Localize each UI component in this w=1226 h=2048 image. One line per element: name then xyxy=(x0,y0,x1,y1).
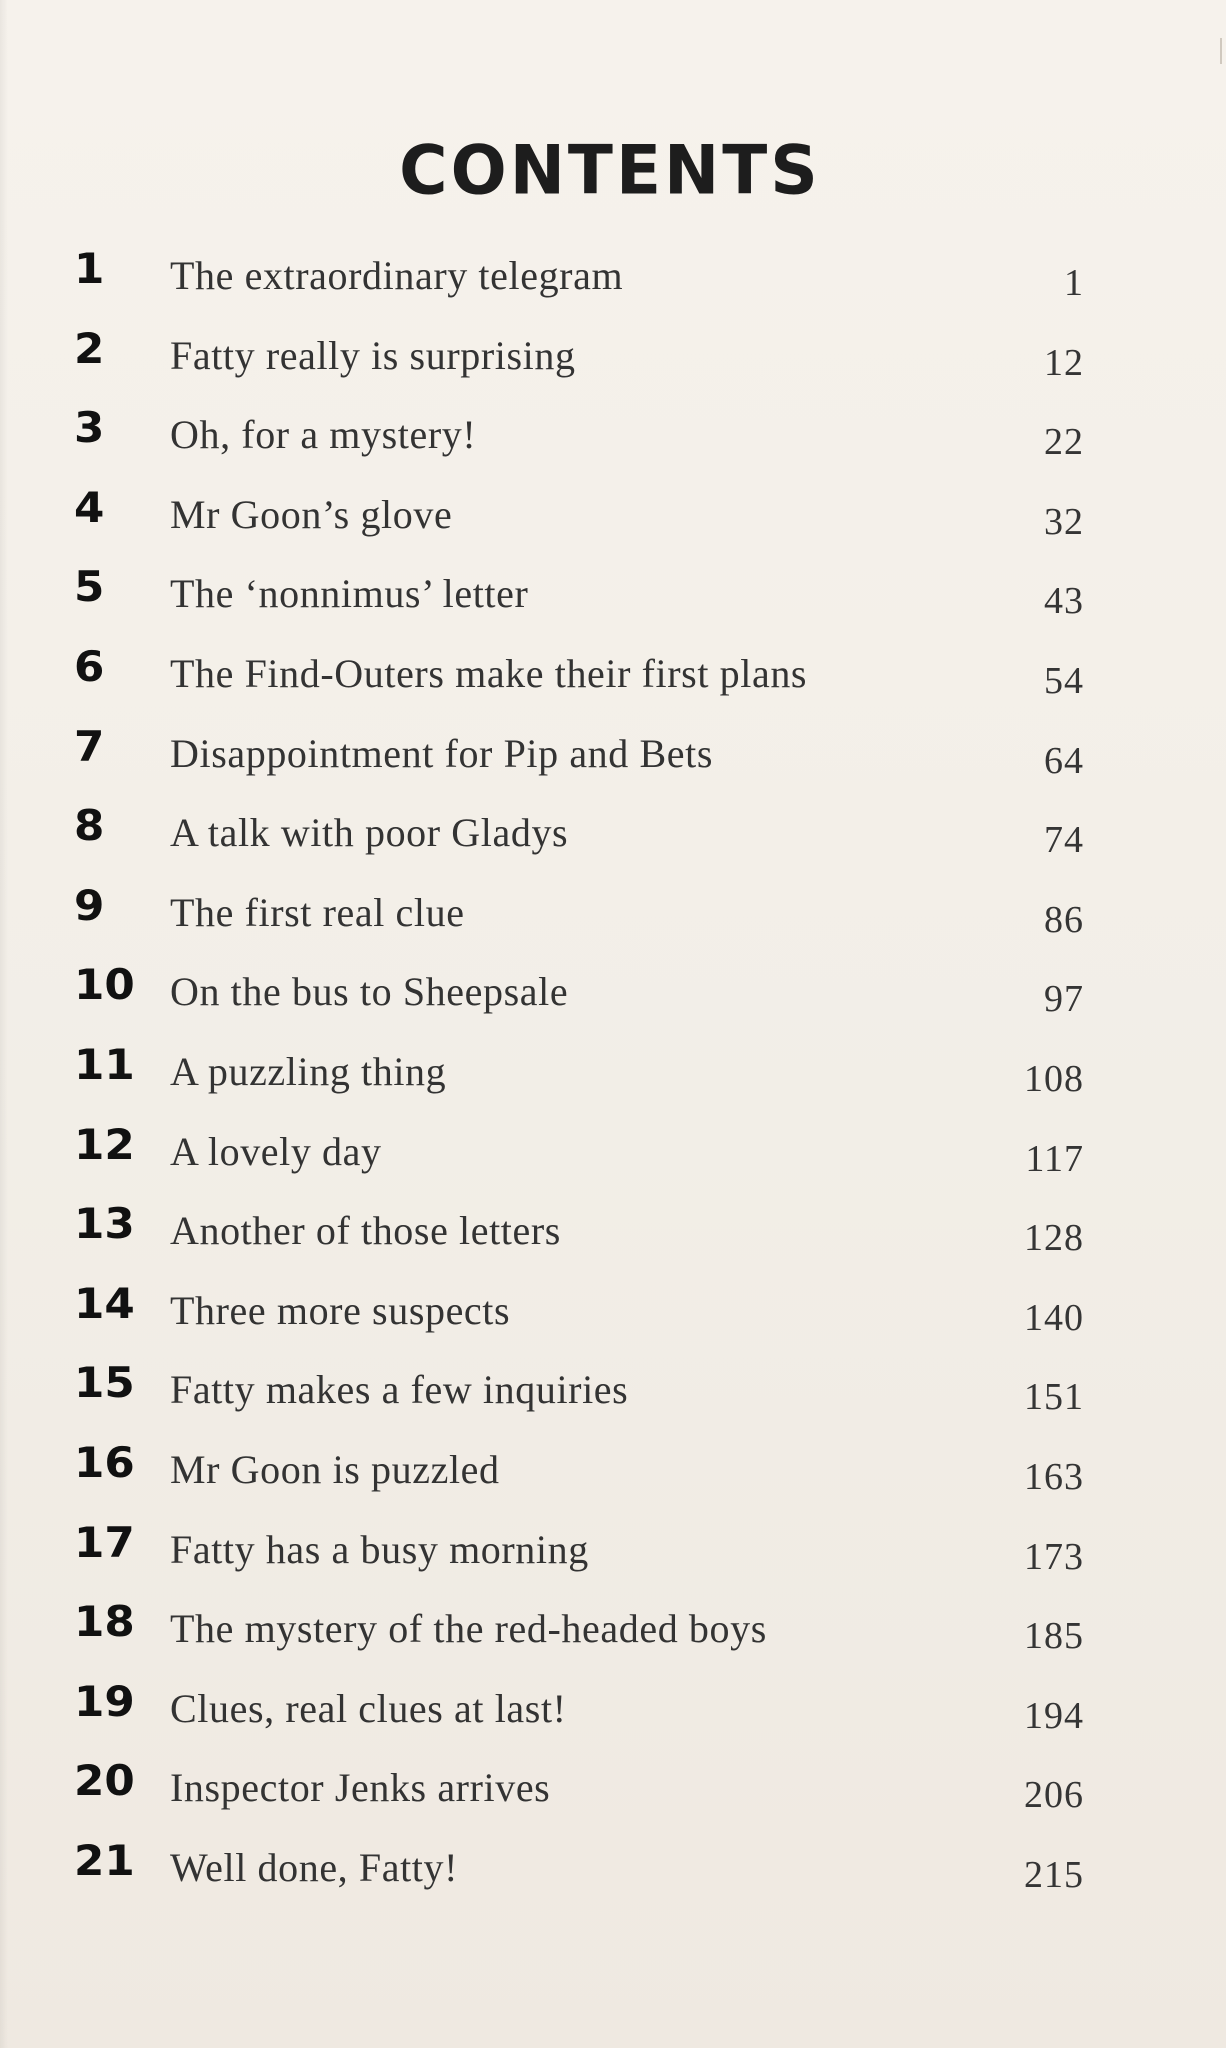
chapter-number: 18 xyxy=(74,1597,135,1647)
chapter-number: 7 xyxy=(74,721,105,771)
chapter-number: 1 xyxy=(74,244,105,293)
chapter-title: The Find-Outers make their first plans xyxy=(170,650,808,696)
toc-row[interactable] xyxy=(74,1119,1084,1204)
chapter-title: Well done, Fatty! xyxy=(170,1844,459,1890)
toc-row[interactable] xyxy=(74,721,1084,806)
chapter-title: Fatty makes a few inquiries xyxy=(170,1367,629,1413)
chapter-number: 19 xyxy=(74,1676,135,1726)
page-edge-shadow xyxy=(0,0,8,2048)
chapter-number: 20 xyxy=(74,1756,135,1806)
chapter-number: 3 xyxy=(74,403,105,453)
chapter-title: The first real clue xyxy=(170,889,465,935)
chapter-page-number: 215 xyxy=(1024,1853,1084,1896)
chapter-title: Inspector Jenks arrives xyxy=(170,1765,551,1811)
toc-row[interactable] xyxy=(74,1756,1084,1840)
chapter-number: 2 xyxy=(74,323,105,373)
toc-row[interactable] xyxy=(74,880,1084,965)
chapter-title: Fatty really is surprising xyxy=(170,332,576,378)
chapter-page-number: 22 xyxy=(1044,421,1084,464)
chapter-title: Three more suspects xyxy=(170,1287,511,1333)
chapter-title: Mr Goon’s glove xyxy=(170,491,453,537)
toc-row[interactable] xyxy=(74,403,1084,487)
toc-row[interactable] xyxy=(74,1835,1084,1920)
toc-row[interactable] xyxy=(74,244,1084,328)
chapter-page-number: 74 xyxy=(1044,819,1084,862)
toc-row[interactable] xyxy=(74,1199,1084,1283)
chapter-page-number: 97 xyxy=(1044,978,1084,1021)
chapter-title: Clues, real clues at last! xyxy=(170,1685,567,1731)
toc-row[interactable] xyxy=(74,1517,1084,1602)
toc-row[interactable] xyxy=(74,1676,1084,1761)
chapter-number: 11 xyxy=(74,1039,135,1089)
toc-row[interactable] xyxy=(74,1278,1084,1363)
chapter-title: The extraordinary telegram xyxy=(170,253,624,298)
chapter-page-number: 206 xyxy=(1024,1774,1084,1817)
chapter-number: 6 xyxy=(74,641,105,691)
toc-row[interactable] xyxy=(74,801,1084,885)
chapter-number: 13 xyxy=(74,1199,135,1249)
chapter-page-number: 140 xyxy=(1024,1296,1084,1339)
chapter-title: The ‘nonnimus’ letter xyxy=(170,571,529,617)
chapter-page-number: 185 xyxy=(1024,1615,1084,1658)
chapter-number: 16 xyxy=(74,1437,135,1487)
chapter-page-number: 54 xyxy=(1044,659,1084,702)
chapter-page-number: 1 xyxy=(1064,262,1084,304)
chapter-page-number: 64 xyxy=(1044,739,1084,782)
toc-row[interactable] xyxy=(74,1039,1084,1124)
chapter-page-number: 163 xyxy=(1024,1455,1084,1498)
chapter-title: A puzzling thing xyxy=(170,1048,447,1094)
margin-mark xyxy=(1220,38,1222,64)
chapter-title: A lovely day xyxy=(170,1128,382,1174)
chapter-number: 10 xyxy=(74,960,135,1010)
chapter-page-number: 86 xyxy=(1044,898,1084,941)
chapter-title: A talk with poor Gladys xyxy=(170,810,569,856)
chapter-page-number: 194 xyxy=(1024,1694,1084,1737)
chapter-title: The mystery of the red-headed boys xyxy=(170,1606,767,1652)
chapter-page-number: 32 xyxy=(1044,500,1084,543)
chapter-title: Another of those letters xyxy=(170,1208,561,1254)
chapter-number: 14 xyxy=(74,1278,135,1328)
chapter-number: 8 xyxy=(74,801,105,851)
toc-row[interactable] xyxy=(74,562,1084,646)
contents-title: CONTENTS xyxy=(399,131,821,211)
chapter-title: On the bus to Sheepsale xyxy=(170,969,569,1015)
chapter-number: 21 xyxy=(74,1835,135,1885)
toc-row[interactable] xyxy=(74,1358,1084,1442)
toc-row[interactable] xyxy=(74,641,1084,726)
chapter-page-number: 12 xyxy=(1044,341,1084,384)
chapter-page-number: 108 xyxy=(1024,1057,1084,1100)
table-of-contents xyxy=(74,244,1084,1919)
chapter-title: Oh, for a mystery! xyxy=(170,412,477,458)
chapter-page-number: 128 xyxy=(1024,1217,1084,1260)
chapter-page-number: 151 xyxy=(1024,1376,1084,1419)
chapter-title: Fatty has a busy morning xyxy=(170,1526,589,1572)
toc-row[interactable] xyxy=(74,1597,1084,1681)
chapter-title: Mr Goon is puzzled xyxy=(170,1446,500,1492)
toc-row[interactable] xyxy=(74,323,1084,408)
toc-row[interactable] xyxy=(74,1437,1084,1522)
chapter-number: 15 xyxy=(74,1358,135,1408)
toc-row[interactable] xyxy=(74,482,1084,567)
toc-row[interactable] xyxy=(74,960,1084,1044)
chapter-number: 5 xyxy=(74,562,105,612)
chapter-number: 17 xyxy=(74,1517,135,1567)
chapter-number: 9 xyxy=(74,880,105,930)
chapter-number: 4 xyxy=(74,482,105,532)
chapter-number: 12 xyxy=(74,1119,135,1169)
chapter-page-number: 173 xyxy=(1024,1535,1084,1578)
chapter-page-number: 43 xyxy=(1044,580,1084,623)
chapter-title: Disappointment for Pip and Bets xyxy=(170,730,713,776)
chapter-page-number: 117 xyxy=(1025,1137,1084,1180)
